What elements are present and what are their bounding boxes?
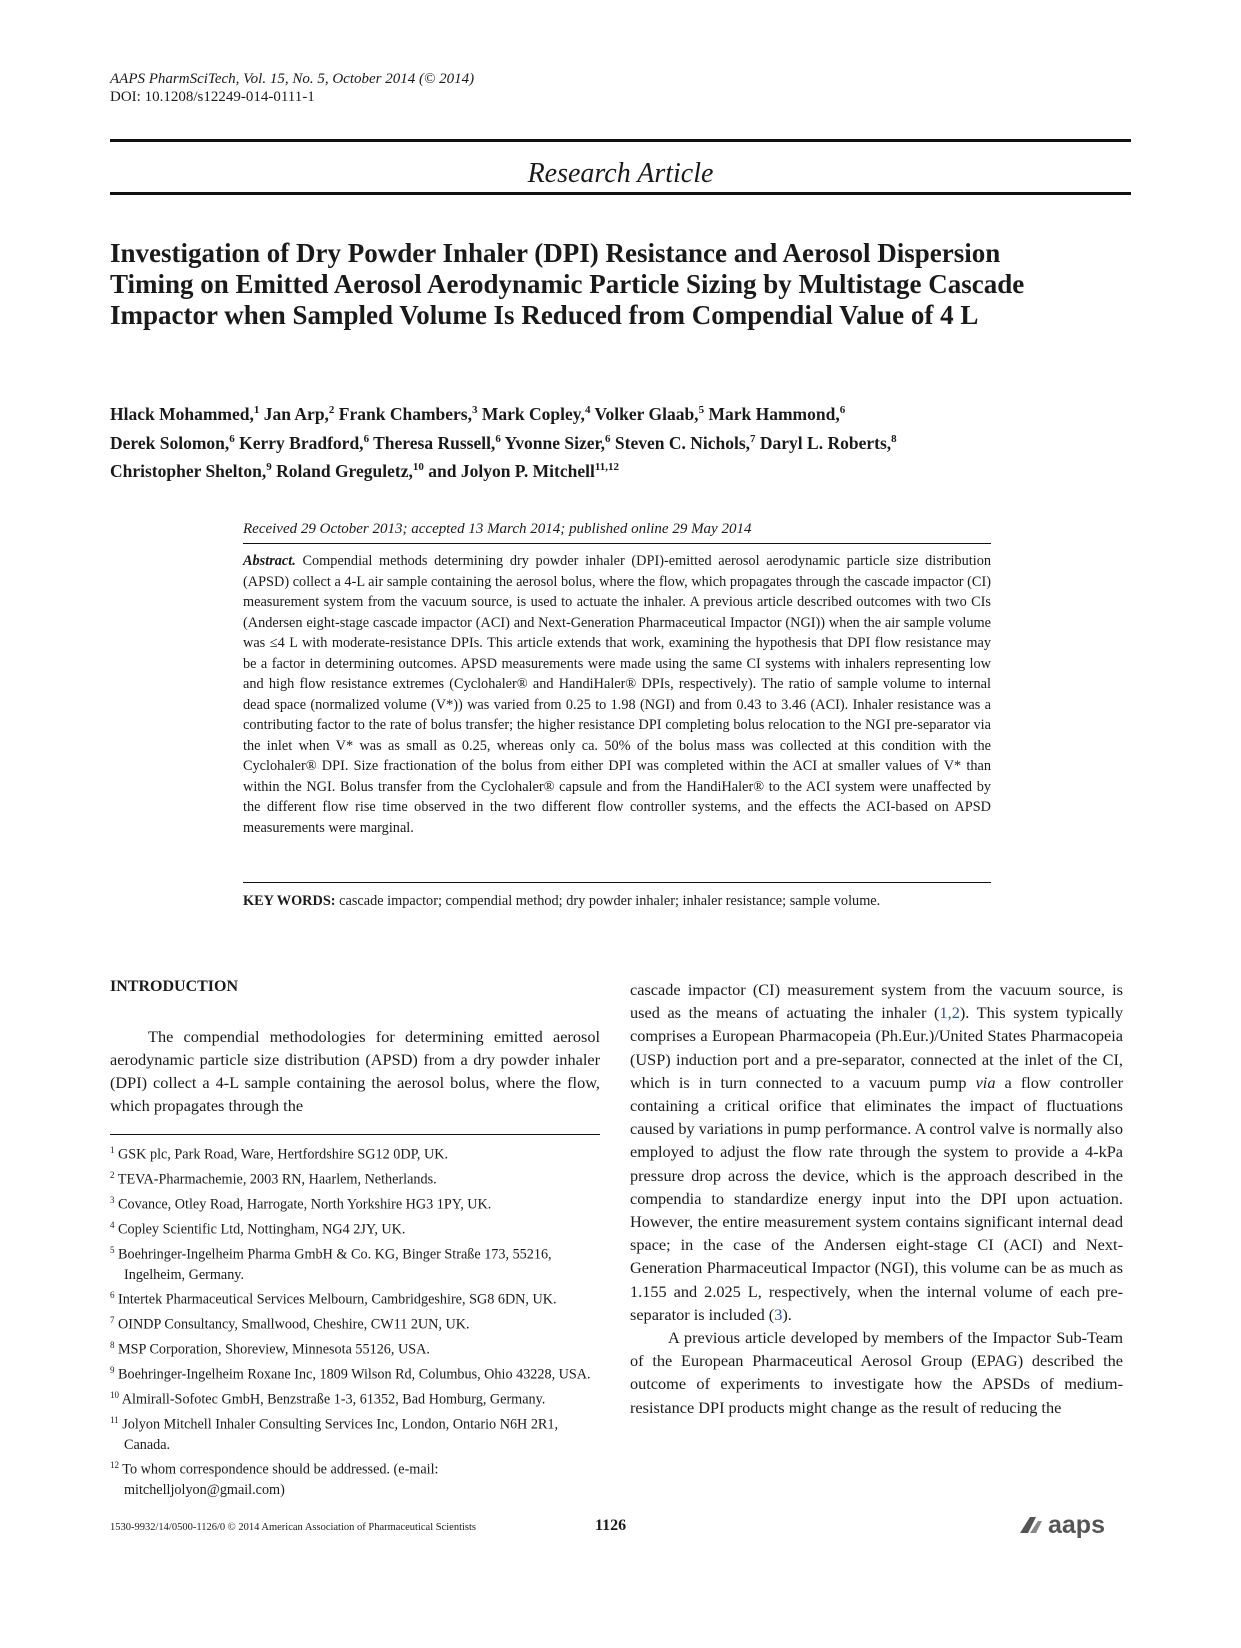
footnote: $^{12}$ To whom correspondence should be addressed. (e-mail: mitchelljolyon@gmail.com) <box>110 1459 439 1498</box>
journal-header <box>110 70 474 106</box>
section-heading-introduction: INTRODUCTION <box>110 978 239 995</box>
title-line: Timing on Emitted Aerosol Aerodynamic Particle Sizing by Multistage Cascade <box>110 269 1025 299</box>
footnote: $^8$ MSP Corporation, Shoreview, Minnesota 55126, USA. <box>110 1339 430 1358</box>
keywords-text: cascade impactor; compendial method; dry powder inhaler; inhaler resistance; sample volume. <box>339 893 881 909</box>
footnote: $^9$ Boehringer-Ingelheim Roxane Inc, 1809 Wilson Rd, Columbus, Ohio 43228, USA. <box>110 1364 591 1383</box>
received-dates: Received 29 October 2013; accepted 13 March 2014; published online 29 May 2014 <box>243 521 752 537</box>
author: Derek Solomon,$^6$ <box>110 432 235 453</box>
author: Theresa Russell,$^6$ <box>369 432 501 453</box>
abstract-label: Abstract. <box>243 553 296 569</box>
abstract-text: Compendial methods determining dry powder inhaler (DPI)-emitted aerosol aerodynamic particle size distribution (APSD) collect a 4-L air sample containing the aerosol bolus, where the flow, which propagates through the cascade impactor (CI) measurement system from the vacuum source, is used to actuate the inhaler. A previous article described outcomes with two CIs (Andersen eight-stage cascade impactor (ACI) and Next-Generation Pharmaceutical Impactor (NGI)) when the air sample volume was ≤4 L with moderate-resistance DPIs. This article extends that work, examining the hypothesis that DPI flow resistance may be a factor in determining outcomes. APSD measurements were made using the same CI systems with inhalers representing low and high flow resistance extremes (Cyclohaler® and HandiHaler® DPIs, respectively). The ratio of sample volume to internal dead space (normalized volume (V*)) was varied from 0.25 to 1.98 (NGI) and from 0.43 to 3.46 (ACI). Inhaler resistance was a contributing factor to the rate of bolus transfer; the higher resistance DPI completing bolus relocation to the NGI pre-separator via the inlet when V* was as small as 0.25, whereas only ca. 50% of the bolus mass was collected at this condition with the Cyclohaler® DPI. Size fractionation of the bolus from either DPI was completed within the ACI at smaller values of V* than within the NGI. Bolus transfer from the Cyclohaler® capsule and from the HandiHaler® to the ACI system were unaffected by the different flow rise time observed in the two different flow controller systems, and the effects the ACI-based on APSD measurements were marginal. <box>243 553 991 836</box>
author: Jan Arp,$^2$ <box>259 403 335 424</box>
footnote: $^{11}$ Jolyon Mitchell Inhaler Consulting Services Inc, London, Ontario N6H 2R1, Canada. <box>110 1414 559 1453</box>
journal-citation: AAPS PharmSciTech, Vol. 15, No. 5, October 2014 (© 2014) <box>110 71 475 87</box>
author: and Jolyon P. Mitchell$^{11,12}$ <box>423 461 619 482</box>
footnote: $^1$ GSK plc, Park Road, Ware, Hertfordshire SG12 0DP, UK. <box>110 1145 449 1163</box>
author: Mark Copley,$^4$ <box>477 403 591 424</box>
author-list <box>110 398 1131 484</box>
page-number: 1126 <box>595 1517 627 1534</box>
author: Kerry Bradford,$^6$ <box>234 432 370 453</box>
author: Volker Glaab,$^5$ <box>590 403 705 424</box>
author: Frank Chambers,$^3$ <box>334 403 478 424</box>
abstract-bottom-rule <box>243 882 991 883</box>
footnote: $^{10}$ Almirall-Sofotec GmbH, Benzstraße 1-3, 61352, Bad Homburg, Germany. <box>110 1389 546 1408</box>
aaps-logo-icon <box>1016 1509 1131 1539</box>
author: Christopher Shelton,$^9$ <box>110 461 272 482</box>
top-rule <box>110 139 1131 142</box>
copyright-line: 1530-9932/14/0500-1126/0 © 2014 American Association of Pharmaceutical Scientists <box>110 1522 476 1533</box>
intro-paragraph: The compendial methodologies for determining emitted aerosol aerodynamic particle size distribution (APSD) from a dry powder inhaler (DPI) collect a 4-L sample containing the aerosol bolus, where the flow, which propagates through the <box>110 1027 600 1115</box>
author: Roland Greguletz,$^{10}$ <box>271 461 424 482</box>
title-line: Investigation of Dry Powder Inhaler (DPI) Resistance and Aerosol Dispersion <box>110 238 1001 268</box>
citation-link[interactable]: 2 <box>951 1003 960 1023</box>
citation-link[interactable]: 1 <box>939 1003 948 1023</box>
footnote: $^5$ Boehringer-Ingelheim Pharma GmbH & Co. KG, Binger Straße 173, 55216, Ingelheim, Germany. <box>110 1244 552 1283</box>
abstract <box>243 551 991 838</box>
footnote: $^6$ Intertek Pharmaceutical Services Melbourn, Cambridgeshire, SG8 6DN, UK. <box>110 1289 557 1308</box>
body-paragraph: cascade impactor (CI) measurement system from the vacuum source, is used as the means of actuating the inhaler (1,2). This system typically comprises a European Pharmacopeia (Ph.Eur.)/United States Pharmacopeia (USP) induction port and a pre-separator, connected at the inlet of the CI, which is in turn connected to a vacuum pump via a flow controller containing a critical orifice that eliminates the impact of fluctuations caused by variations in pump performance. A control valve is normally also employed to adjust the flow rate through the system to provide a 4-kPa pressure drop across the device, which is the approach described in the compendia to standardize energy input into the DPI upon actuation. However, the entire measurement system contains significant internal dead space; in the case of the Andersen eight-stage CI (ACI) and Next-Generation Pharmaceutical Impactor (NGI), this volume can be as much as 1.155 and 2.025 L, respectively, when the internal volume of each pre-separator is included (3). <box>630 980 1124 1324</box>
logo-text: aaps <box>1048 1511 1105 1539</box>
author: Daryl L. Roberts,$^8$ <box>755 432 897 453</box>
footnote-rule <box>110 1134 600 1135</box>
footnote: $^7$ OINDP Consultancy, Smallwood, Cheshire, CW11 2UN, UK. <box>110 1314 470 1333</box>
footnotes <box>110 1140 600 1500</box>
author: Yvonne Sizer,$^6$ <box>500 432 611 453</box>
author: Hlack Mohammed,$^1$ <box>110 403 260 424</box>
keywords <box>243 891 991 911</box>
aaps-logo <box>1016 1509 1131 1539</box>
title-rule <box>110 192 1131 195</box>
article-type: Research Article <box>527 158 714 189</box>
footnote: $^3$ Covance, Otley Road, Harrogate, North Yorkshire HG3 1PY, UK. <box>110 1194 492 1213</box>
footnote: $^2$ TEVA-Pharmachemie, 2003 RN, Haarlem, Netherlands. <box>110 1169 437 1188</box>
title-line: Impactor when Sampled Volume Is Reduced from Compendial Value of 4 L <box>110 300 979 330</box>
citation-link[interactable]: 3 <box>774 1304 783 1324</box>
body-text-right-column <box>630 978 1123 1419</box>
body-paragraph: A previous article developed by members of the Impactor Sub-Team of the European Pharmaceutical Aerosol Group (EPAG) described the outcome of experiments to investigate how the APSDs of medium-resistance DPI products might change as the result of reducing the <box>630 1328 1123 1417</box>
footnote: $^4$ Copley Scientific Ltd, Nottingham, NG4 2JY, UK. <box>110 1219 406 1238</box>
keywords-label: KEY WORDS: <box>243 893 336 909</box>
doi[interactable]: DOI: 10.1208/s12249-014-0111-1 <box>110 89 315 105</box>
author: Mark Hammond,$^6$ <box>704 403 846 424</box>
author: Steven C. Nichols,$^7$ <box>610 432 756 453</box>
abstract-top-rule <box>243 543 991 544</box>
article-title <box>110 238 1131 331</box>
